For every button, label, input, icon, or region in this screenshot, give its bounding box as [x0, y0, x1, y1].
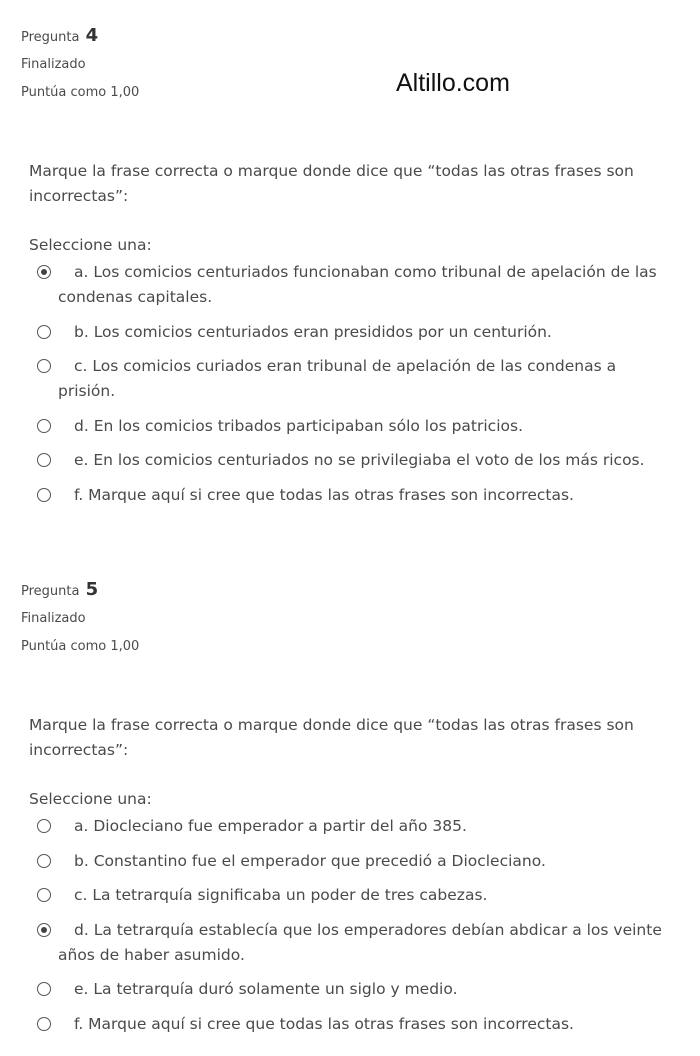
answer-option-label: e. La tetrarquía duró solamente un siglo y medio.: [74, 980, 458, 998]
radio-button-icon[interactable]: [37, 923, 51, 937]
answer-option-b[interactable]: [29, 320, 662, 345]
answer-option-label: e. En los comicios centuriados no se privilegiaba el voto de los más ricos.: [74, 451, 645, 469]
radio-button-icon[interactable]: [37, 888, 51, 902]
answer-option-e[interactable]: [29, 448, 662, 473]
answer-option-label: d. En los comicios tribados participaban sólo los patricios.: [74, 416, 523, 435]
question-label: Pregunta: [21, 30, 80, 45]
answer-option-d[interactable]: [29, 918, 662, 968]
radio-button-icon[interactable]: [37, 359, 51, 373]
radio-button-icon[interactable]: [37, 453, 51, 467]
radio-button-icon[interactable]: [37, 982, 51, 996]
answer-option-d[interactable]: [29, 414, 662, 439]
answer-option-f[interactable]: [29, 483, 662, 508]
question-text: Marque la frase correcta o marque donde dice que “todas las otras frases son incorrectas”:: [29, 716, 634, 759]
radio-button-icon[interactable]: [37, 1017, 51, 1031]
answer-option-label: a. Diocleciano fue emperador a partir del año 385.: [74, 817, 467, 835]
answer-option-b[interactable]: [29, 849, 662, 874]
radio-button-icon[interactable]: [37, 488, 51, 502]
question-number-line: [21, 578, 700, 602]
answer-option-label: f. Marque aquí si cree que todas las otras frases son incorrectas.: [74, 485, 574, 504]
radio-button-icon[interactable]: [37, 265, 51, 279]
radio-button-icon[interactable]: [37, 819, 51, 833]
radio-button-icon[interactable]: [37, 325, 51, 339]
question-info: [21, 578, 700, 659]
question-number: 4: [85, 25, 99, 46]
radio-button-icon[interactable]: [37, 419, 51, 433]
answer-option-a[interactable]: [29, 260, 662, 310]
answer-options: [29, 260, 662, 508]
question-state: Finalizado: [21, 57, 86, 72]
answer-option-a[interactable]: [29, 814, 662, 839]
question-text: Marque la frase correcta o marque donde dice que “todas las otras frases son incorrectas”:: [29, 162, 634, 205]
question-state: Finalizado: [21, 611, 86, 626]
question-5: [0, 578, 700, 1033]
answer-option-c[interactable]: [29, 883, 662, 908]
answer-option-label: c. Los comicios curiados eran tribunal de apelación de las condenas a prisión.: [58, 357, 617, 400]
question-info: [21, 24, 700, 105]
question-body: [29, 159, 662, 517]
question-number-line: [21, 24, 700, 48]
answer-options: [29, 814, 662, 1037]
answer-option-f[interactable]: [29, 1012, 662, 1037]
question-body: [29, 713, 662, 1046]
answer-option-label: d. La tetrarquía establecía que los emperadores debían abdicar a los veinte años de haber asumido.: [58, 920, 662, 964]
answer-option-label: b. Constantino fue el emperador que precedió a Diocleciano.: [74, 851, 546, 870]
question-grade: Puntúa como 1,00: [21, 85, 140, 100]
answer-option-label: f. Marque aquí si cree que todas las otras frases son incorrectas.: [74, 1014, 574, 1033]
question-number: 5: [85, 579, 99, 600]
select-prompt: Seleccione una:: [29, 790, 152, 808]
answer-option-label: c. La tetrarquía significaba un poder de tres cabezas.: [74, 886, 488, 904]
answer-option-label: a. Los comicios centuriados funcionaban como tribunal de apelación de las condenas capitales.: [58, 263, 657, 306]
question-grade: Puntúa como 1,00: [21, 639, 140, 654]
question-4: [0, 24, 700, 504]
question-label: Pregunta: [21, 584, 80, 599]
answer-option-c[interactable]: [29, 354, 662, 404]
select-prompt: Seleccione una:: [29, 236, 152, 254]
answer-option-label: b. Los comicios centuriados eran presididos por un centurión.: [74, 322, 552, 341]
radio-button-icon[interactable]: [37, 854, 51, 868]
answer-option-e[interactable]: [29, 977, 662, 1002]
watermark-text: Altillo.com: [396, 69, 510, 97]
